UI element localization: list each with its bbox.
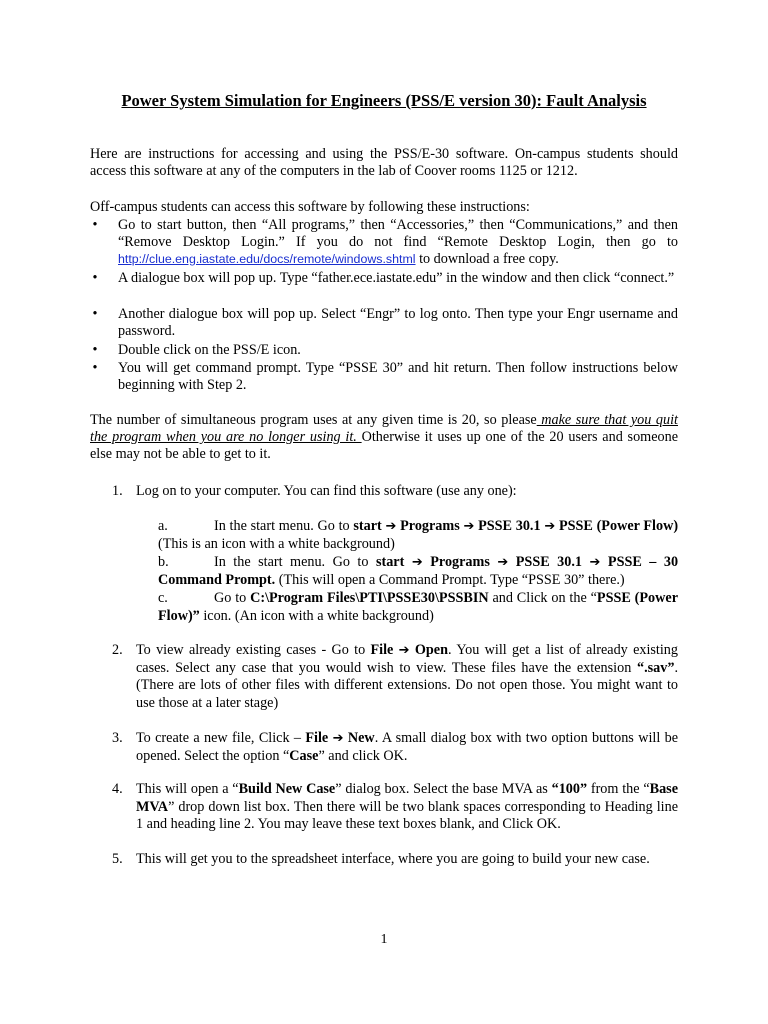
remote-desktop-link[interactable]: http://clue.eng.iastate.edu/docs/remote/windows.shtml: [118, 252, 416, 266]
usage-emphasis: make sure that you quit the program when you are no longer using it.: [90, 412, 678, 445]
bullet-icon: •: [92, 217, 98, 233]
step-1c: c. Go to C:\Program Files\PTI\PSSE30\PSSBIN and Click on the “PSSE (Power Flow)” icon. (An icon with a white background): [158, 590, 678, 624]
arrow-icon: ➔: [497, 555, 509, 570]
document-page: Power System Simulation for Engineers (PSS/E version 30): Fault Analysis Here are instructions for accessing and using the PSS/E-30 software. On-campus students should access this software at any of the computers in the lab of Coover rooms 1125 or 1212. Off-campus students can access this software by following these instructions: • Go to start button, then “All programs,” then “Accessories,” then “Communications,” and then “Remove Desktop Login.” If you do not find “Remote Desktop Login, then go to http://clue.eng.iastate.edu/docs/remote/windows.shtml to download a free copy. • A dialogue box will pop up. Type “father.ece.iastate.edu” in the window and then click “connect.” • Another dialogue box will pop up. Select “Engr” to log onto. Then type your Engr username and password. • Double click on the PSS/E icon. • You will get command prompt. Type “PSSE 30” and hit return. Then follow instructions below beginning with Step 2. The number of simultaneous program uses at any given time is 20, so please make sure that you quit the program when you are no longer using it. Otherwise it uses up one of the 20 users and someone else may not be able to get to it. 1. Log on to your computer. You can find this software (use any one): a. In the start menu. Go to start ➔ Programs ➔ PSSE 30.1 ➔ PSSE (Power Flow) (This is an icon with a white background) b. In the start menu. Go to start ➔ Programs ➔ PSSE 30.1 ➔ PSSE – 30 Command Prompt. (This will open a Command Prompt. Type “PSSE 30” there.) c. Go to C:\Program Files\PTI\PSSE30\PSSBIN and Click on the “PSSE (Power Flow)” icon. (An icon with a white background) 2. To view already existing cases - Go to File ➔ Open. You will get a list of already existing cases. Select any case that you would wish to view. These files have the extension “.sav”. (There are lots of other files with different extensions. Do not open those. You might want to use those at a later stage) 3. To create a new file, Click – File ➔ New. A small dialog box with two option buttons will be opened. Select the option “Case” and click OK. 4. This will open a “Build New Case” dialog box. Select the base MVA as “100” from the “Base MVA” drop down list box. Then there will be two blank spaces corresponding to Heading line 1 and heading line 2. You may leave these text boxes blank, and Click OK. 5. This will get you to the spreadsheet interface, where you are going to build your new case. 1: [0, 0, 768, 1024]
bullet-icon: •: [92, 306, 98, 322]
step-1b: b. In the start menu. Go to start ➔ Programs ➔ PSSE 30.1 ➔ PSSE – 30 Command Prompt. (This will open a Command Prompt. Type “PSSE 30” there.): [158, 554, 679, 588]
arrow-icon: ➔: [411, 555, 423, 570]
arrow-icon: ➔: [332, 731, 344, 746]
arrow-icon: ➔: [463, 519, 475, 534]
bullet-icon: •: [92, 360, 98, 376]
arrow-icon: ➔: [544, 519, 556, 534]
arrow-icon: ➔: [398, 643, 410, 658]
offcampus-intro: Off-campus students can access this software by following these instructions:: [90, 199, 530, 215]
page-number: 1: [380, 932, 388, 947]
bullet-icon: •: [92, 270, 98, 286]
arrow-icon: ➔: [385, 519, 397, 534]
arrow-icon: ➔: [589, 555, 601, 570]
intro-paragraph: Here are instructions for accessing and using the PSS/E-30 software. On-campus students should access this software at any of the computers in the lab of Coover rooms 1125 or 1212.: [90, 146, 678, 179]
step-1a: a. In the start menu. Go to start ➔ Programs ➔ PSSE 30.1 ➔ PSSE (Power Flow) (This is an icon with a white background): [158, 518, 679, 552]
usage-paragraph: The number of simultaneous program uses at any given time is 20, so please make sure that you quit the program when you are no longer using it. Otherwise it uses up one of the 20 users and someone else may not be able to get to it.: [90, 412, 678, 462]
page-title: Power System Simulation for Engineers (PSS/E version 30): Fault Analysis: [121, 91, 647, 110]
bullet-icon: •: [92, 342, 98, 358]
